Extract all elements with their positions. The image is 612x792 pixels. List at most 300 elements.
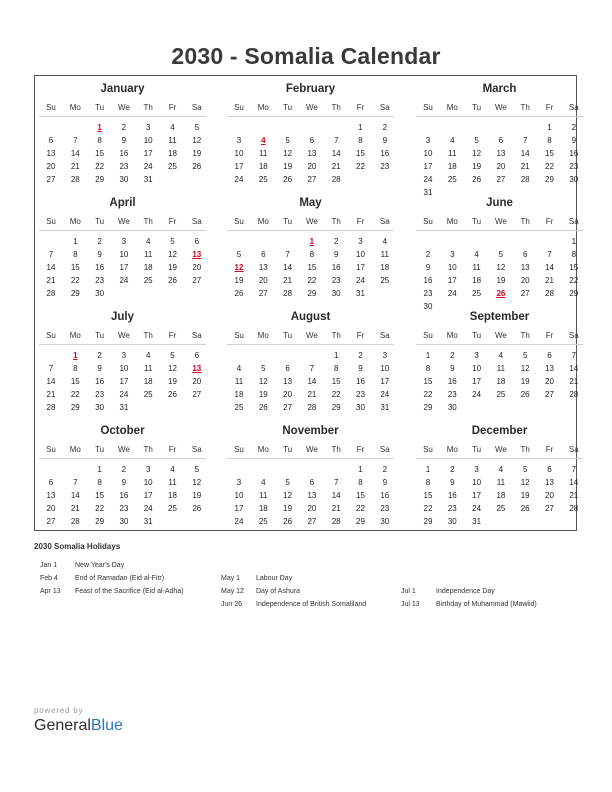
day-cell: 16 — [95, 377, 105, 386]
day-cell: 9 — [358, 364, 363, 373]
weekday-header-row — [227, 100, 394, 117]
day-cell: 24 — [234, 175, 244, 184]
day-cell: 18 — [496, 377, 506, 386]
month-name: April — [109, 197, 136, 209]
day-cell: 15 — [95, 149, 105, 158]
day-cell: 25 — [143, 390, 153, 399]
day-cell: 4 — [170, 123, 175, 132]
day-cell: 18 — [258, 162, 268, 171]
day-cell: 14 — [331, 491, 341, 500]
day-cell: 19 — [192, 149, 202, 158]
day-cell: 13 — [520, 263, 530, 272]
day-cell: 13 — [545, 364, 554, 373]
day-cell: 7 — [73, 136, 78, 145]
weekday-label: Su — [234, 331, 244, 340]
day-cell: 13 — [283, 377, 293, 386]
weekday-label: Th — [143, 445, 153, 454]
day-cell: 21 — [307, 390, 317, 399]
day-cell: 25 — [496, 504, 506, 513]
day-cell: 25 — [234, 403, 244, 412]
weekday-label: Sa — [568, 103, 579, 112]
day-cell: 23 — [331, 276, 341, 285]
weekday-label: Su — [423, 217, 433, 226]
day-cell: 8 — [73, 364, 78, 373]
day-cell: 3 — [236, 478, 242, 487]
day-cell: 16 — [356, 377, 365, 386]
holiday-name: Independence Day — [436, 588, 495, 595]
day-cell: 6 — [194, 237, 200, 246]
day-cell: 11 — [144, 250, 153, 259]
weekday-header-row — [416, 328, 583, 345]
weekday-label: We — [305, 445, 318, 454]
day-cell: 4 — [474, 250, 479, 259]
day-cell: 2 — [333, 237, 339, 246]
weekday-label: Th — [143, 217, 153, 226]
day-cell: 6 — [48, 478, 54, 487]
holiday-date: May 1 — [221, 575, 241, 582]
day-cell: 23 — [380, 504, 390, 513]
day-cell: 5 — [522, 465, 528, 474]
day-cell: 23 — [356, 390, 365, 399]
holiday-column-1 — [40, 559, 184, 598]
day-cell: 8 — [358, 136, 363, 145]
weekday-header-row — [227, 442, 394, 459]
day-cell: 8 — [333, 364, 339, 373]
weekday-label: We — [117, 103, 130, 112]
day-cell: 28 — [70, 175, 80, 184]
day-cell: 31 — [119, 403, 129, 412]
day-cell: 2 — [450, 465, 455, 474]
month-name: September — [469, 311, 530, 323]
holiday-name: Labour Day — [256, 575, 293, 582]
day-cell: 31 — [356, 289, 365, 298]
weekday-label: Sa — [191, 331, 202, 340]
day-cell: 30 — [380, 517, 390, 526]
day-cell: 23 — [380, 162, 390, 171]
day-cell: 28 — [283, 289, 293, 298]
day-cell: 23 — [119, 162, 129, 171]
day-cell: 14 — [46, 377, 56, 386]
day-cell: 27 — [545, 504, 554, 513]
day-cell: 13 — [545, 478, 554, 487]
day-cell: 14 — [70, 149, 80, 158]
day-cell: 12 — [168, 364, 177, 373]
weekday-label: Sa — [568, 445, 579, 454]
day-cell: 18 — [447, 162, 457, 171]
weekday-header-row — [227, 328, 394, 345]
day-cell: 31 — [143, 517, 153, 526]
weekday-label: Tu — [472, 445, 482, 454]
day-cell: 6 — [48, 136, 54, 145]
weekday-label: Th — [520, 331, 530, 340]
day-cell: 23 — [119, 504, 129, 513]
day-cell: 15 — [70, 263, 80, 272]
day-cell: 24 — [472, 390, 482, 399]
day-cell: 16 — [423, 276, 433, 285]
day-cell: 22 — [331, 390, 341, 399]
holiday-day-cell: 26 — [496, 289, 506, 298]
day-cell: 29 — [95, 517, 105, 526]
day-cell: 1 — [425, 351, 431, 360]
day-cell: 14 — [283, 263, 293, 272]
day-cell: 21 — [569, 377, 579, 386]
day-cell: 16 — [380, 149, 390, 158]
day-cell: 21 — [70, 504, 80, 513]
day-cell: 7 — [333, 478, 339, 487]
day-cell: 24 — [356, 276, 365, 285]
day-cell: 21 — [283, 276, 293, 285]
day-cell: 9 — [425, 263, 431, 272]
day-cell: 8 — [358, 478, 363, 487]
day-cell: 9 — [450, 478, 455, 487]
day-cell: 26 — [520, 390, 530, 399]
day-cell: 1 — [97, 465, 102, 474]
day-cell: 22 — [569, 276, 579, 285]
day-cell: 30 — [331, 289, 341, 298]
day-cell: 23 — [95, 390, 105, 399]
weekday-label: Su — [46, 103, 56, 112]
day-cell: 15 — [356, 149, 365, 158]
weekday-label: Su — [234, 103, 244, 112]
weekday-label: Mo — [257, 103, 269, 112]
month-name: July — [110, 311, 134, 323]
day-cell: 17 — [119, 377, 129, 386]
day-cell: 10 — [119, 364, 129, 373]
day-cell: 3 — [121, 351, 127, 360]
weekday-header-row — [39, 442, 206, 459]
month-name: January — [100, 83, 145, 95]
holiday-date: Feb 4 — [40, 575, 58, 582]
day-cell: 29 — [95, 175, 105, 184]
weekday-header-row — [416, 214, 583, 231]
day-cell: 8 — [97, 478, 102, 487]
day-cell: 9 — [333, 250, 339, 259]
day-cell: 7 — [547, 250, 552, 259]
day-cell: 2 — [121, 123, 127, 132]
day-cell: 27 — [307, 175, 317, 184]
day-cell: 13 — [46, 491, 56, 500]
day-cell: 19 — [283, 504, 293, 513]
day-cell: 2 — [425, 250, 431, 259]
day-cell: 24 — [119, 390, 129, 399]
day-cell: 24 — [447, 289, 457, 298]
day-cell: 8 — [309, 250, 315, 259]
day-cell: 10 — [119, 250, 129, 259]
day-cell: 30 — [447, 517, 457, 526]
holiday-date: Jun 26 — [221, 601, 243, 608]
day-cell: 8 — [547, 136, 552, 145]
weekday-label: We — [117, 445, 130, 454]
calendar-frame — [34, 75, 577, 531]
day-cell: 24 — [380, 390, 390, 399]
day-cell: 30 — [423, 302, 433, 311]
weekday-label: Fr — [545, 445, 554, 454]
weekday-label: Th — [331, 217, 341, 226]
day-cell: 8 — [97, 136, 102, 145]
day-cell: 14 — [46, 263, 56, 272]
weekday-header-row — [39, 100, 206, 117]
day-cell: 30 — [95, 403, 105, 412]
day-cell: 11 — [448, 149, 457, 158]
day-cell: 22 — [70, 390, 80, 399]
day-cell: 9 — [121, 478, 127, 487]
weekday-label: Fr — [356, 217, 365, 226]
day-cell: 15 — [95, 491, 105, 500]
weekday-label: We — [305, 217, 318, 226]
day-cell: 19 — [472, 162, 482, 171]
day-cell: 13 — [307, 491, 317, 500]
day-cell: 6 — [498, 136, 504, 145]
day-cell: 11 — [259, 491, 268, 500]
day-cell: 12 — [520, 364, 530, 373]
month-name: March — [482, 83, 517, 95]
holiday-name: Day of Ashura — [256, 588, 300, 595]
day-cell: 12 — [283, 491, 293, 500]
day-cell: 17 — [234, 162, 244, 171]
weekday-label: Su — [423, 103, 433, 112]
day-cell: 8 — [571, 250, 577, 259]
day-cell: 22 — [95, 504, 105, 513]
weekday-label: Fr — [545, 217, 554, 226]
day-cell: 10 — [472, 364, 482, 373]
day-cell: 29 — [545, 175, 554, 184]
day-cell: 28 — [520, 175, 530, 184]
day-cell: 4 — [145, 237, 151, 246]
weekday-label: Mo — [446, 217, 458, 226]
day-cell: 31 — [380, 403, 390, 412]
day-cell: 26 — [283, 175, 293, 184]
day-cell: 26 — [472, 175, 482, 184]
day-cell: 6 — [285, 364, 290, 373]
day-cell: 17 — [143, 491, 153, 500]
weekday-label: Th — [520, 217, 530, 226]
day-cell: 28 — [307, 403, 317, 412]
day-cell: 6 — [309, 136, 315, 145]
day-cell: 24 — [423, 175, 433, 184]
day-cell: 5 — [194, 123, 200, 132]
day-cell: 29 — [70, 403, 80, 412]
day-cell: 31 — [472, 517, 482, 526]
weekday-label: Su — [46, 217, 56, 226]
holiday-name: New Year's Day — [75, 562, 125, 569]
day-cell: 26 — [258, 403, 268, 412]
holiday-date: Jul 13 — [401, 601, 420, 608]
day-cell: 14 — [545, 263, 554, 272]
day-cell: 14 — [569, 364, 579, 373]
day-cell: 11 — [168, 478, 177, 487]
holiday-day-cell: 4 — [261, 136, 266, 145]
weekday-label: We — [494, 217, 507, 226]
holiday-item — [40, 559, 184, 572]
weekday-label: Mo — [257, 217, 269, 226]
day-cell: 7 — [48, 364, 54, 373]
day-cell: 20 — [545, 491, 554, 500]
day-cell: 4 — [450, 136, 455, 145]
weekday-label: Su — [234, 445, 244, 454]
day-cell: 18 — [234, 390, 244, 399]
day-cell: 12 — [472, 149, 482, 158]
day-cell: 22 — [423, 504, 433, 513]
day-cell: 23 — [423, 289, 433, 298]
day-cell: 19 — [496, 276, 506, 285]
day-cell: 27 — [192, 390, 202, 399]
day-cell: 25 — [168, 504, 177, 513]
day-cell: 10 — [423, 149, 433, 158]
day-cell: 27 — [283, 403, 293, 412]
day-cell: 4 — [498, 465, 504, 474]
day-cell: 15 — [423, 377, 433, 386]
day-cell: 21 — [46, 276, 56, 285]
weekday-label: Sa — [191, 217, 202, 226]
logo-general: General — [34, 717, 91, 734]
weekday-label: Sa — [379, 445, 390, 454]
day-cell: 22 — [70, 276, 80, 285]
weekday-label: Mo — [257, 445, 269, 454]
weekday-label: Tu — [95, 445, 105, 454]
day-cell: 16 — [95, 263, 105, 272]
day-cell: 31 — [143, 175, 153, 184]
day-cell: 18 — [496, 491, 506, 500]
weekday-label: Th — [331, 331, 341, 340]
day-cell: 7 — [48, 250, 54, 259]
weekday-label: Tu — [472, 331, 482, 340]
day-cell: 28 — [331, 175, 341, 184]
day-cell: 25 — [447, 175, 457, 184]
day-cell: 5 — [498, 250, 504, 259]
weekday-label: Tu — [95, 217, 105, 226]
day-cell: 27 — [496, 175, 506, 184]
holiday-item — [221, 585, 366, 598]
day-cell: 16 — [569, 149, 579, 158]
month-november — [227, 425, 394, 535]
day-cell: 10 — [143, 478, 153, 487]
day-cell: 28 — [70, 517, 80, 526]
day-cell: 26 — [192, 162, 202, 171]
holiday-day-cell: 1 — [309, 237, 315, 246]
day-cell: 2 — [121, 465, 127, 474]
day-cell: 18 — [143, 377, 153, 386]
day-cell: 9 — [121, 136, 127, 145]
day-cell: 1 — [425, 465, 431, 474]
day-cell: 10 — [356, 250, 365, 259]
day-cell: 20 — [307, 162, 317, 171]
day-cell: 27 — [258, 289, 268, 298]
month-name: June — [486, 197, 513, 209]
day-cell: 13 — [307, 149, 317, 158]
day-cell: 20 — [258, 276, 268, 285]
day-cell: 22 — [356, 504, 365, 513]
day-cell: 17 — [234, 504, 244, 513]
day-cell: 27 — [46, 175, 56, 184]
weekday-label: Su — [423, 445, 433, 454]
day-cell: 6 — [547, 351, 552, 360]
day-cell: 28 — [545, 289, 554, 298]
day-cell: 9 — [382, 478, 388, 487]
month-october — [39, 425, 206, 535]
day-cell: 8 — [425, 478, 431, 487]
month-march — [416, 83, 583, 197]
weekday-header-row — [227, 214, 394, 231]
day-cell: 20 — [46, 162, 56, 171]
month-name: August — [290, 311, 331, 323]
day-cell: 27 — [307, 517, 317, 526]
day-cell: 28 — [569, 390, 579, 399]
day-cell: 3 — [425, 136, 431, 145]
day-cell: 30 — [569, 175, 579, 184]
day-cell: 15 — [356, 491, 365, 500]
day-cell: 23 — [95, 276, 105, 285]
day-cell: 17 — [119, 263, 129, 272]
weekday-label: Fr — [356, 103, 365, 112]
day-cell: 5 — [285, 136, 290, 145]
day-cell: 24 — [234, 517, 244, 526]
weekday-label: Tu — [472, 217, 482, 226]
day-cell: 19 — [168, 377, 177, 386]
day-cell: 12 — [283, 149, 293, 158]
holiday-day-cell: 13 — [192, 250, 202, 259]
day-cell: 7 — [73, 478, 78, 487]
day-cell: 25 — [168, 162, 177, 171]
day-cell: 22 — [356, 162, 365, 171]
day-cell: 21 — [331, 162, 341, 171]
day-cell: 23 — [569, 162, 579, 171]
day-cell: 30 — [447, 403, 457, 412]
day-cell: 21 — [331, 504, 341, 513]
day-cell: 10 — [472, 478, 482, 487]
month-name: May — [299, 197, 322, 209]
holiday-day-cell: 12 — [234, 263, 244, 272]
day-cell: 6 — [309, 478, 315, 487]
day-cell: 25 — [496, 390, 506, 399]
day-cell: 12 — [496, 263, 506, 272]
day-cell: 4 — [170, 465, 175, 474]
weekday-label: We — [494, 445, 507, 454]
day-cell: 9 — [382, 136, 388, 145]
day-cell: 2 — [97, 237, 102, 246]
generalblue-logo[interactable] — [34, 717, 123, 735]
day-cell: 14 — [307, 377, 317, 386]
day-cell: 18 — [472, 276, 482, 285]
weekday-header-row — [416, 442, 583, 459]
day-cell: 30 — [356, 403, 365, 412]
weekday-label: Su — [46, 331, 56, 340]
holiday-name: Birthday of Muhammad (Mawlid) — [436, 601, 537, 608]
day-cell: 21 — [545, 276, 554, 285]
day-cell: 28 — [46, 289, 56, 298]
weekday-label: Th — [143, 103, 153, 112]
day-cell: 5 — [261, 364, 266, 373]
powered-by-text: powered by — [34, 706, 84, 715]
day-cell: 25 — [380, 276, 390, 285]
day-cell: 27 — [46, 517, 56, 526]
day-cell: 20 — [192, 263, 202, 272]
day-cell: 22 — [545, 162, 554, 171]
day-cell: 15 — [70, 377, 80, 386]
day-cell: 22 — [307, 276, 317, 285]
day-cell: 8 — [73, 250, 78, 259]
day-cell: 1 — [547, 123, 552, 132]
weekday-label: Th — [520, 445, 530, 454]
day-cell: 18 — [143, 263, 153, 272]
day-cell: 16 — [447, 377, 457, 386]
weekday-label: Mo — [69, 103, 81, 112]
day-cell: 24 — [472, 504, 482, 513]
day-cell: 1 — [73, 237, 78, 246]
weekday-label: Tu — [283, 445, 293, 454]
day-cell: 4 — [145, 351, 151, 360]
holiday-item — [221, 598, 366, 611]
weekday-label: Sa — [568, 331, 579, 340]
